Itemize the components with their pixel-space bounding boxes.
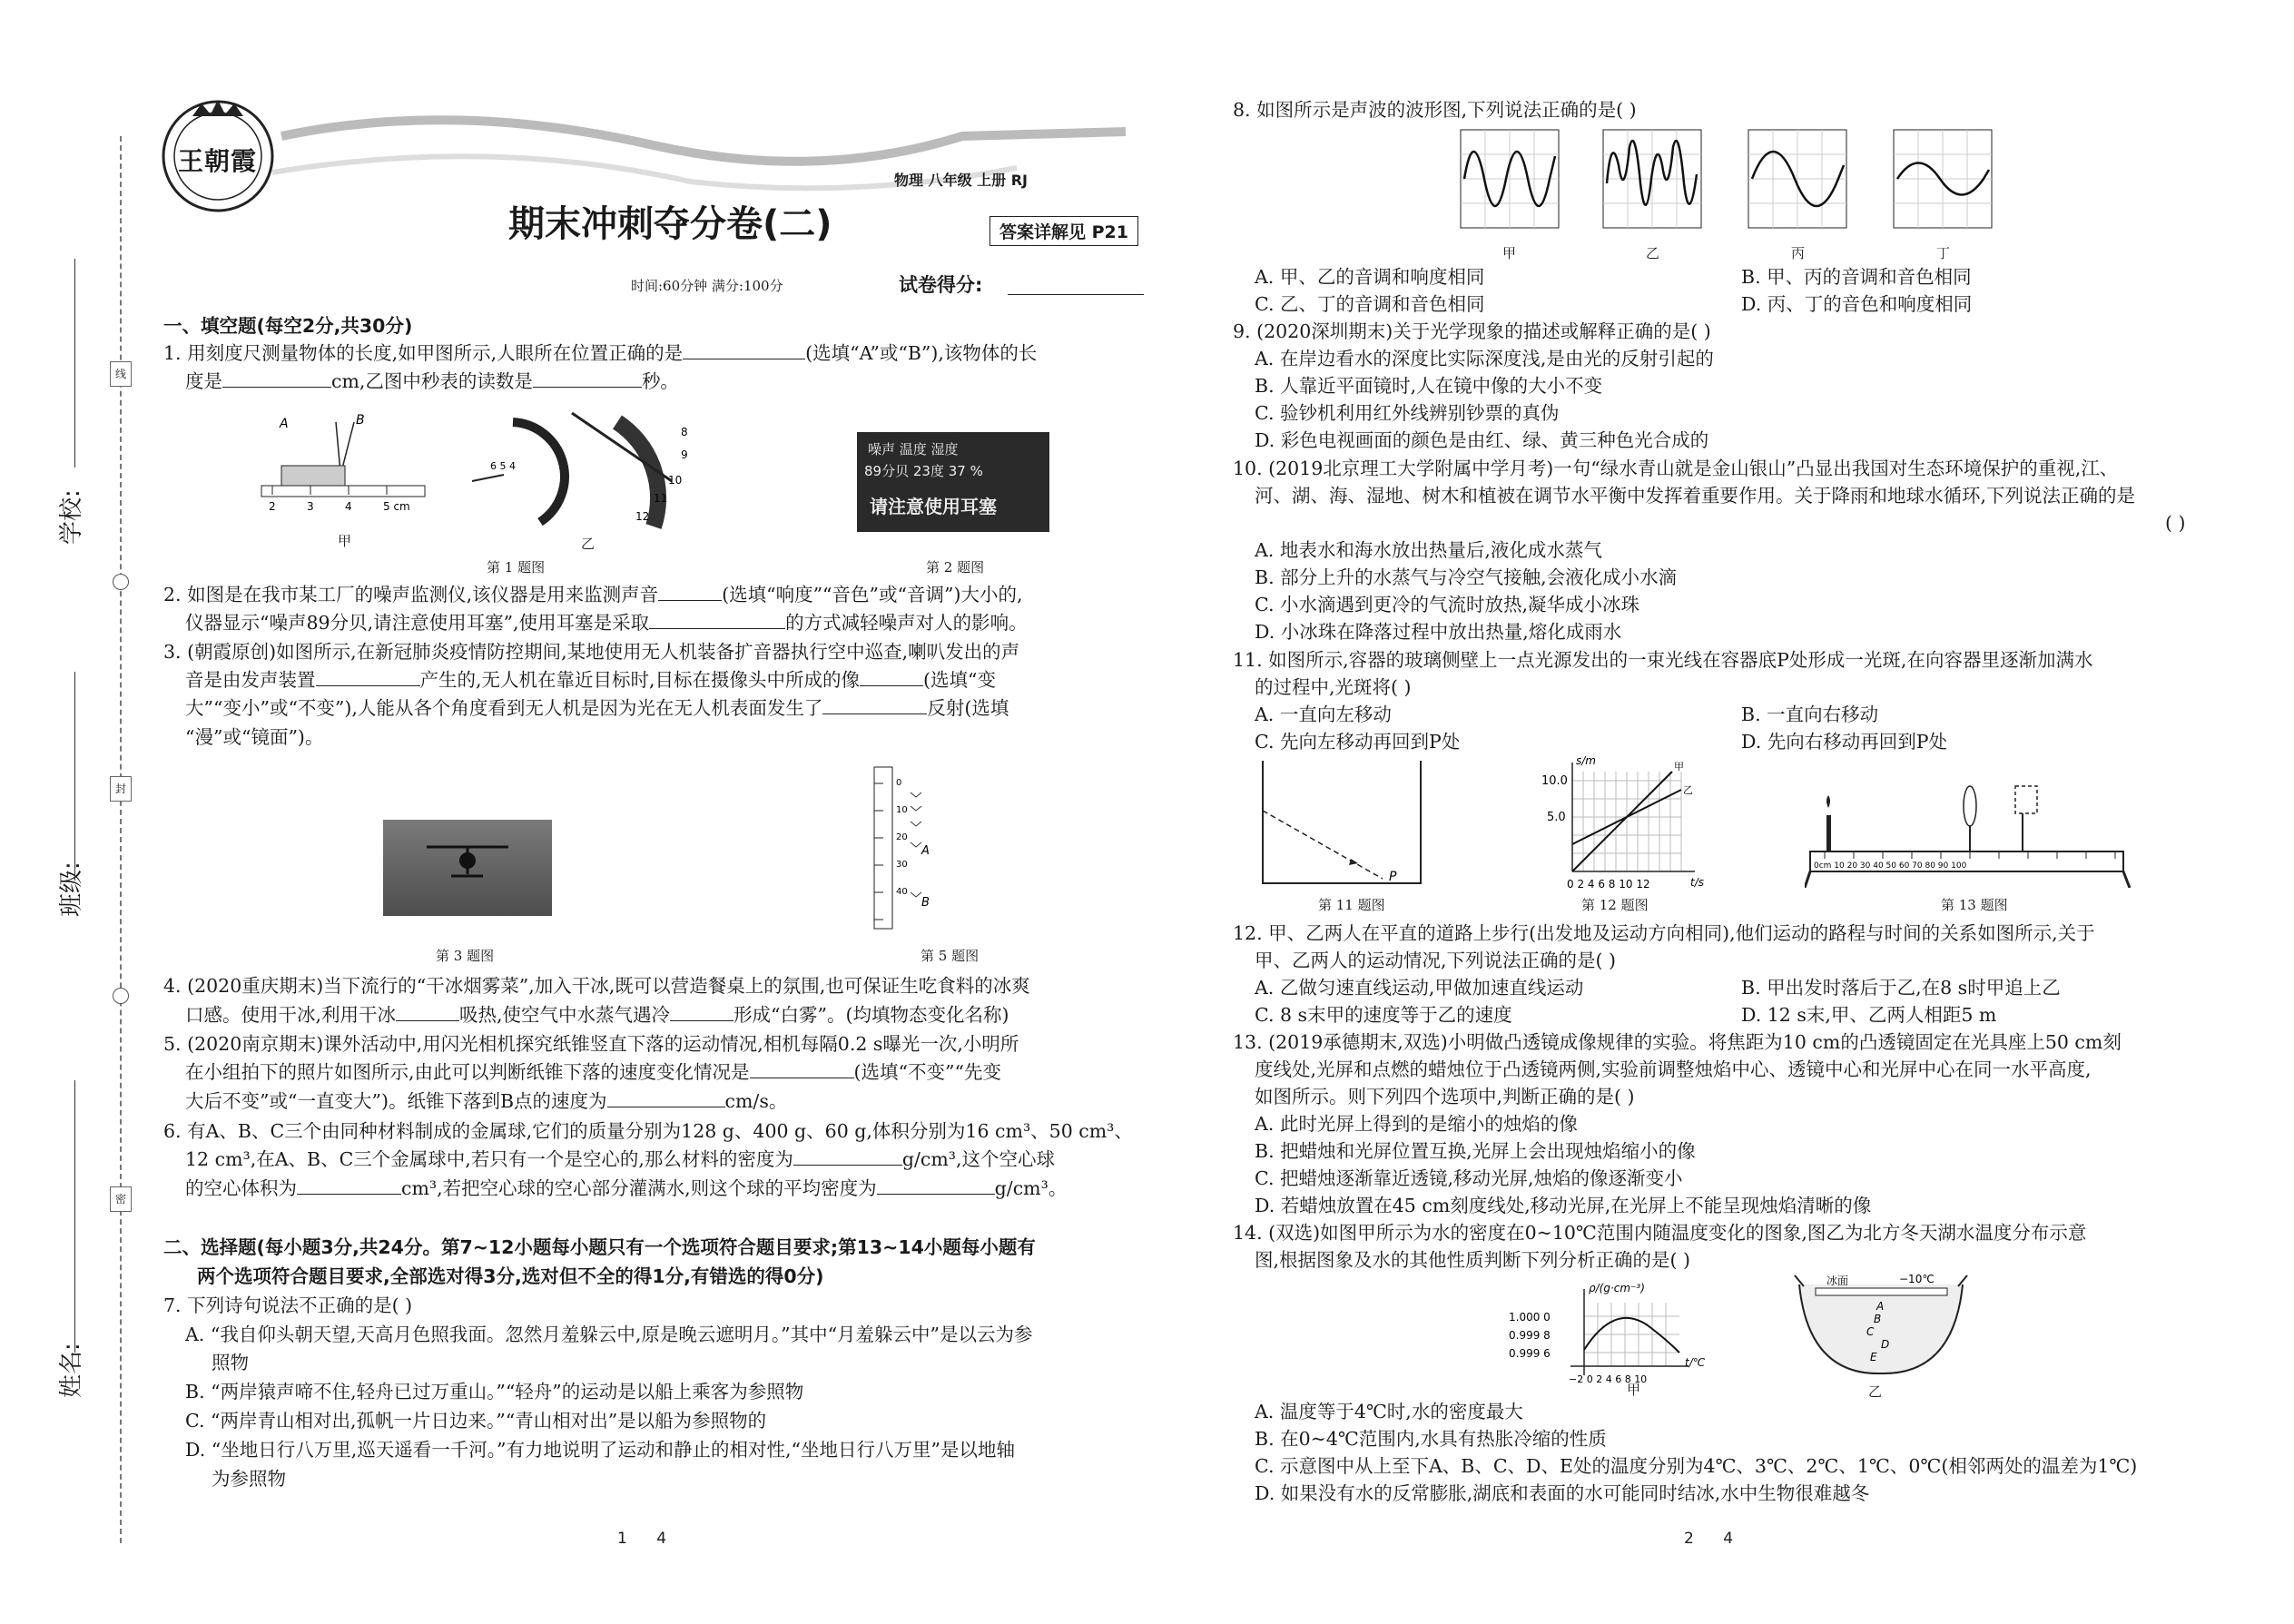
q13-option-b[interactable]: B. 把蜡烛和光屏位置互换,光屏上会出现烛焰缩小的像 <box>1255 1140 1696 1162</box>
seal-secret: 密 <box>110 1186 132 1212</box>
svg-text:2: 2 <box>269 500 276 513</box>
drone-icon <box>383 820 552 916</box>
svg-text:10: 10 <box>668 474 683 487</box>
q4-text-d: 形成“白雾”。(均填物态变化名称) <box>733 1004 1009 1026</box>
q7-option-d-line2: 为参照物 <box>212 1468 286 1490</box>
q6-blank-3[interactable] <box>877 1176 995 1195</box>
q7-option-c[interactable]: C. “两岸青山相对出,孤帆一片日边来。”“青山相对出”是以船为参照物的 <box>185 1410 767 1432</box>
q8-option-b[interactable]: B. 甲、丙的音调和音色相同 <box>1741 266 1972 288</box>
q13-line3: 如图所示。则下列四个选项中,判断正确的是( ) <box>1255 1086 1635 1107</box>
wave-label-bing: 丙 <box>1791 245 1806 261</box>
q7-option-a-line1[interactable]: A. “我自仰头朝天望,天高月色照我面。忽然月羞躲云中,原是晚云遮明月。”其中“月羞躲云中”是以云为参 <box>185 1324 1033 1345</box>
q2-blank-1[interactable] <box>658 582 722 601</box>
q5-text-d: 大后不变”或“一直变大”)。纸锥下落到B点的速度为 <box>185 1090 607 1112</box>
q5-text-b: 在小组拍下的照片如图所示,由此可以判断纸锥下落的速度变化情况是 <box>185 1061 750 1083</box>
q6-text-f: g/cm³。 <box>994 1177 1068 1199</box>
binding-hole-1 <box>113 574 129 590</box>
q12-option-b[interactable]: B. 甲出发时落后于乙,在8 s时甲追上乙 <box>1741 977 2061 999</box>
q6-text-e: cm³,若把空心球的空心部分灌满水,则这个球的平均密度为 <box>401 1177 877 1199</box>
svg-text:B: B <box>921 896 930 910</box>
q3-line2 <box>185 666 996 694</box>
q10-line2: 河、湖、海、湿地、树木和植被在调节水平衡中发挥着重要作用。关于降雨和地球水循环,下列说法正确的是 <box>1255 485 2136 507</box>
fig14-density-graph <box>1507 1275 1725 1389</box>
svg-text:5.0: 5.0 <box>1547 811 1566 824</box>
q1-line1 <box>163 340 1037 367</box>
q1-text-e: 秒。 <box>641 370 679 392</box>
fig12-st-graph <box>1536 753 1718 899</box>
svg-text:A: A <box>921 844 930 858</box>
q4-line1: 4. (2020重庆期末)当下流行的“干冰烟雾菜”,加入干冰,既可以营造餐桌上的氛围,也可保证生吃食料的冰爽 <box>163 975 1030 997</box>
q14-option-c[interactable]: C. 示意图中从上至下A、B、C、D、E处的温度分别为4℃、3℃、2℃、1℃、0℃(相邻两处的温差为1℃) <box>1255 1455 2138 1477</box>
waveform-yi <box>1602 129 1702 229</box>
q11-option-a[interactable]: A. 一直向左移动 <box>1255 704 1392 725</box>
q3-text-b: 音是由发声装置 <box>185 669 316 691</box>
q1-blank-1[interactable] <box>683 340 805 359</box>
svg-text:ρ/(g·cm⁻³): ρ/(g·cm⁻³) <box>1589 1282 1645 1294</box>
svg-text:10.0: 10.0 <box>1541 774 1568 788</box>
svg-text:乙: 乙 <box>1683 784 1693 796</box>
q12-option-d[interactable]: D. 12 s末,甲、乙两人相距5 m <box>1741 1004 1997 1026</box>
q9-stem: 9. (2020深圳期末)关于光学现象的描述或解释正确的是( ) <box>1233 320 1711 342</box>
q12-option-a[interactable]: A. 乙做匀速直线运动,甲做加速直线运动 <box>1255 977 1584 999</box>
page-title: 期末冲刺夺分卷(二) <box>508 203 832 245</box>
q6-line1: 6. 有A、B、C三个由同种材料制成的金属球,它们的质量分别为128 g、400 g、60 g,体积分别为16 cm³、50 cm³、 <box>163 1120 1133 1142</box>
q12-line2: 甲、乙两人的运动情况,下列说法正确的是( ) <box>1255 950 1617 971</box>
svg-text:甲: 甲 <box>1674 761 1684 773</box>
school-label: 学校: <box>58 489 85 545</box>
svg-text:0.999 6: 0.999 6 <box>1509 1347 1551 1360</box>
class-label: 班级: <box>58 861 85 917</box>
q7-option-a-line2: 照物 <box>212 1352 249 1373</box>
seal-seal: 封 <box>110 776 132 802</box>
q14-option-a[interactable]: A. 温度等于4℃时,水的密度最大 <box>1255 1401 1523 1422</box>
q10-option-d[interactable]: D. 小冰珠在降落过程中放出热量,熔化成雨水 <box>1255 621 1622 643</box>
svg-text:B: B <box>356 413 365 428</box>
fig1-ruler-diagram <box>254 404 436 540</box>
q3-line3 <box>185 694 1009 722</box>
score-line <box>1008 294 1144 295</box>
fig11-caption: 第 11 题图 <box>1318 897 1385 913</box>
q11-option-d[interactable]: D. 先向右移动再回到P处 <box>1741 731 1948 753</box>
svg-text:5 cm: 5 cm <box>383 500 410 513</box>
q8-option-c[interactable]: C. 乙、丁的音调和音色相同 <box>1255 293 1485 315</box>
q1-text-d: cm,乙图中秒表的读数是 <box>331 370 533 392</box>
q5-blank-2[interactable] <box>607 1088 725 1107</box>
q2-text-a: 2. 如图是在我市某工厂的噪声监测仪,该仪器是用来监测声音 <box>163 584 659 605</box>
q1-text-a: 1. 用刻度尺测量物体的长度,如甲图所示,人眼所在位置正确的是 <box>163 342 684 364</box>
q9-option-c[interactable]: C. 验钞机利用红外线辨别钞票的真伪 <box>1255 402 1560 424</box>
q3-blank-2[interactable] <box>860 667 923 686</box>
svg-text:6 5 4: 6 5 4 <box>490 460 516 472</box>
q9-option-a[interactable]: A. 在岸边看水的深度比实际深度浅,是由光的反射引起的 <box>1255 348 1714 369</box>
svg-text:−10℃: −10℃ <box>1899 1273 1935 1285</box>
q1-blank-2[interactable] <box>222 369 331 388</box>
svg-text:8: 8 <box>681 426 688 438</box>
q13-option-c[interactable]: C. 把蜡烛逐渐靠近透镜,移动光屏,烛焰的像逐渐变小 <box>1255 1167 1683 1189</box>
q4-text-b: 口感。使用干冰,利用干冰 <box>185 1004 397 1026</box>
q11-line1: 11. 如图所示,容器的玻璃侧壁上一点光源发出的一束光线在容器底P处形成一光斑,在向容器里逐渐加满水 <box>1233 649 2093 671</box>
q2-line2 <box>185 609 1028 636</box>
svg-text:4: 4 <box>345 500 352 513</box>
q6-text-c: g/cm³,这个空心球 <box>901 1148 1056 1170</box>
q12-option-c[interactable]: C. 8 s末甲的速度等于乙的速度 <box>1255 1004 1512 1026</box>
svg-text:3: 3 <box>307 500 314 513</box>
q2-text-b: (选填“响度”“音色”或“音调”)大小的, <box>722 584 1023 605</box>
waveform-ding <box>1893 129 1993 229</box>
fig1-jia-caption: 甲 <box>338 533 352 549</box>
q14-line2: 图,根据图象及水的其他性质判断下列分析正确的是( ) <box>1255 1249 1691 1271</box>
q3-blank-1[interactable] <box>316 667 420 686</box>
q3-text-f: 反射(选填 <box>927 697 1009 719</box>
q6-text-b: 12 cm³,在A、B、C三个金属球中,若只有一个是空心的,那么材料的密度为 <box>185 1148 793 1170</box>
fig13-optical-bench <box>1805 770 2132 888</box>
q4-line2 <box>185 1001 1009 1029</box>
q14-line1: 14. (双选)如图甲所示为水的密度在0~10℃范围内随温度变化的图象,图乙为北方冬天湖水温度分布示意 <box>1233 1222 2087 1244</box>
q9-option-d[interactable]: D. 彩色电视画面的颜色是由红、绿、黄三种色光合成的 <box>1255 429 1709 451</box>
svg-text:9: 9 <box>681 448 688 461</box>
q4-blank-1[interactable] <box>396 1002 459 1021</box>
q7-option-d-line1[interactable]: D. “坐地日行八万里,巡天遥看一千河。”有力地说明了运动和静止的相对性,“坐地日行八万里”是以地轴 <box>185 1439 1015 1461</box>
q11-option-b[interactable]: B. 一直向右移动 <box>1741 704 1879 725</box>
svg-text:s/m: s/m <box>1576 754 1596 767</box>
q1-text-b: (选填“A”或“B”),该物体的长 <box>805 342 1038 364</box>
q5-line2 <box>185 1058 1001 1086</box>
q12-line1: 12. 甲、乙两人在平直的道路上步行(出发地及运动方向相同),他们运动的路程与时间的关系如图所示,关于 <box>1233 922 2095 944</box>
svg-text:40: 40 <box>896 887 908 897</box>
svg-text:0.999 8: 0.999 8 <box>1509 1329 1551 1342</box>
q14-option-b[interactable]: B. 在0~4℃范围内,水具有热胀冷缩的性质 <box>1255 1428 1607 1450</box>
wave-label-yi: 乙 <box>1646 245 1660 261</box>
subject-meta: 物理 八年级 上册 RJ <box>894 172 1028 189</box>
page-number-left: 1 4 <box>617 1530 667 1548</box>
wave-label-ding: 丁 <box>1936 245 1951 261</box>
q7-option-b[interactable]: B. “两岸猿声啼不住,轻舟已过万重山。”“轻舟”的运动是以船上乘客为参照物 <box>185 1381 804 1403</box>
q4-text-c: 吸热,使空气中水蒸气遇冷 <box>459 1004 671 1026</box>
svg-text:E: E <box>1870 1351 1877 1363</box>
q3-blank-3[interactable] <box>822 695 927 714</box>
noise-line-3: 请注意使用耳塞 <box>870 496 997 517</box>
q6-line2 <box>185 1146 1055 1173</box>
svg-text:11: 11 <box>654 492 668 505</box>
svg-text:−2 0 2 4 6 8 10: −2 0 2 4 6 8 10 <box>1569 1373 1648 1385</box>
wave-label-jia: 甲 <box>1502 245 1517 261</box>
fig5-vertical-ruler <box>867 765 930 933</box>
q1-blank-3[interactable] <box>533 369 642 388</box>
q3-text-c: 产生的,无人机在靠近目标时,目标在摄像头中所成的像 <box>419 669 861 691</box>
q2-blank-2[interactable] <box>649 610 785 629</box>
class-line <box>74 672 75 881</box>
q10-line1: 10. (2019北京理工大学附属中学月考)一句“绿水青山就是金山银山”凸显出我国对生态环境保护的重视,江、 <box>1233 458 2119 479</box>
q7-stem: 7. 下列诗句说法不正确的是( ) <box>163 1294 413 1316</box>
drone-photo <box>383 820 552 916</box>
q13-line1: 13. (2019承德期末,双选)小明做凸透镜成像规律的实验。将焦距为10 cm的凸透镜固定在光具座上50 cm刻 <box>1233 1031 2122 1053</box>
fig14-jia-caption: 甲 <box>1627 1382 1641 1398</box>
q1-text-c: 度是 <box>185 370 222 392</box>
svg-text:C: C <box>1866 1325 1875 1338</box>
fig3-caption: 第 3 题图 <box>436 948 495 964</box>
fig12-caption: 第 12 题图 <box>1581 897 1649 913</box>
binding-hole-2 <box>113 988 129 1004</box>
q5-text-e: cm/s。 <box>724 1090 788 1112</box>
fig1-stopwatch <box>463 404 735 540</box>
logo-name: 王朝霞 <box>178 146 258 176</box>
q13-option-a[interactable]: A. 此时光屏上得到的是缩小的烛焰的像 <box>1255 1113 1578 1135</box>
q10-option-b[interactable]: B. 部分上升的水蒸气与冷空气接触,会液化成小水滴 <box>1255 566 1678 588</box>
answer-ref-box: 答案详解见 P21 <box>989 216 1138 246</box>
svg-text:D: D <box>1881 1338 1890 1351</box>
svg-text:12: 12 <box>635 510 650 523</box>
q5-line3 <box>185 1088 787 1115</box>
q5-line1: 5. (2020南京期末)课外活动中,用闪光相机探究纸锥竖直下落的运动情况,相机每隔0.2 s曝光一次,小明所 <box>163 1033 1019 1055</box>
q1-line2 <box>185 368 679 395</box>
q4-blank-2[interactable] <box>670 1002 733 1021</box>
q8-option-d[interactable]: D. 丙、丁的音色和响度相同 <box>1741 293 1973 315</box>
q10-option-a[interactable]: A. 地表水和海水放出热量后,液化成水蒸气 <box>1255 539 1602 561</box>
waveform-bing <box>1748 129 1847 229</box>
fig14-yi-caption: 乙 <box>1868 1383 1883 1400</box>
section-2-heading-line1: 二、选择题(每小题3分,共24分。第7~12小题每小题只有一个选项符合题目要求;第13~14小题每小题有 <box>163 1236 1036 1258</box>
waveform-jia <box>1460 129 1560 229</box>
q8-option-a[interactable]: A. 甲、乙的音调和响度相同 <box>1255 266 1485 288</box>
fig1-caption: 第 1 题图 <box>487 559 546 576</box>
section-2-heading-line2: 两个选项符合题目要求,全部选对得3分,选对但不全的得1分,有错选的得0分) <box>197 1265 824 1287</box>
fig13-caption: 第 13 题图 <box>1941 897 2008 913</box>
noise-monitor-display <box>857 432 1049 532</box>
q6-line3 <box>185 1175 1067 1202</box>
q6-text-d: 的空心体积为 <box>185 1177 297 1199</box>
binding-dashed-line <box>120 136 122 1543</box>
svg-text:10: 10 <box>896 805 908 815</box>
fig14-lake-diagram <box>1790 1266 1972 1384</box>
time-info: 时间:60分钟 满分:100分 <box>631 278 783 294</box>
svg-text:冰面: 冰面 <box>1826 1275 1849 1287</box>
q13-option-d[interactable]: D. 若蜡烛放置在45 cm刻度线处,移动光屏,在光屏上不能呈现烛焰清晰的像 <box>1255 1195 1872 1216</box>
q14-option-d[interactable]: D. 如果没有水的反常膨胀,湖底和表面的水可能同时结冰,水中生物很难越冬 <box>1255 1482 1870 1504</box>
svg-text:t/s: t/s <box>1690 876 1704 889</box>
svg-text:A: A <box>1876 1300 1885 1313</box>
q2-line1 <box>163 581 1023 608</box>
q5-text-c: (选填“不变”“先变 <box>853 1061 1001 1083</box>
svg-text:1.000 0: 1.000 0 <box>1509 1311 1551 1324</box>
svg-text:P: P <box>1389 870 1397 884</box>
q8-stem: 8. 如图所示是声波的波形图,下列说法正确的是( ) <box>1233 99 1637 121</box>
q13-line2: 度线处,光屏和点燃的蜡烛位于凸透镜两侧,实验前调整烛焰中心、透镜中心和光屏中心在同一水平高度, <box>1255 1058 2092 1080</box>
svg-text:30: 30 <box>896 860 908 870</box>
school-line <box>74 259 75 468</box>
q10-answer-bracket: ( ) <box>2165 512 2186 534</box>
fig11-container <box>1260 761 1423 888</box>
q2-text-d: 的方式减轻噪声对人的影响。 <box>785 612 1028 634</box>
svg-text:t/℃: t/℃ <box>1685 1356 1706 1369</box>
q10-option-c[interactable]: C. 小水滴遇到更冷的气流时放热,凝华成小冰珠 <box>1255 594 1640 615</box>
q11-line2: 的过程中,光斑将( ) <box>1255 676 1412 698</box>
q3-line1: 3. (朝霞原创)如图所示,在新冠肺炎疫情防控期间,某地使用无人机装备扩音器执行空中巡查,喇叭发出的声 <box>163 641 1020 663</box>
svg-text:0: 0 <box>896 778 902 788</box>
fig2-caption: 第 2 题图 <box>926 559 985 576</box>
noise-line-1: 噪声 温度 湿度 <box>868 441 959 458</box>
q11-option-c[interactable]: C. 先向左移动再回到P处 <box>1255 731 1461 753</box>
svg-text:A: A <box>280 417 289 431</box>
q5-blank-1[interactable] <box>750 1059 854 1078</box>
page-number-right: 2 4 <box>1684 1530 1734 1548</box>
seal-line: 线 <box>110 361 132 387</box>
fig5-caption: 第 5 题图 <box>921 948 980 964</box>
q3-line4: “漫”或“镜面”)。 <box>185 726 324 748</box>
q3-text-e: 大”“变小”或“不变”),人能从各个角度看到无人机是因为光在无人机表面发生了 <box>185 697 823 719</box>
section-1-heading: 一、填空题(每空2分,共30分) <box>163 315 413 337</box>
svg-text:20: 20 <box>896 832 908 842</box>
svg-text:0cm 10 20 30 40 50 60 70: 0cm 10 20 30 40 50 60 70 80 90 100 <box>1814 861 1967 871</box>
q6-blank-1[interactable] <box>793 1147 902 1166</box>
name-label: 姓名: <box>58 1343 85 1398</box>
fig1-yi-caption: 乙 <box>581 536 596 552</box>
q2-text-c: 仪器显示“噪声89分贝,请注意使用耳塞”,使用耳塞是采取 <box>185 612 650 634</box>
q9-option-b[interactable]: B. 人靠近平面镜时,人在镜中像的大小不变 <box>1255 375 1603 397</box>
q3-text-d: (选填“变 <box>923 669 997 691</box>
q6-blank-2[interactable] <box>297 1176 401 1195</box>
noise-line-2: 89分贝 23度 37 % <box>864 463 983 479</box>
svg-text:B: B <box>1874 1313 1882 1325</box>
score-label: 试卷得分: <box>899 274 983 296</box>
name-line <box>74 1080 75 1353</box>
svg-text:0 2 4 6 8 10 12: 0 2 4 6 8 10 12 <box>1567 878 1650 891</box>
